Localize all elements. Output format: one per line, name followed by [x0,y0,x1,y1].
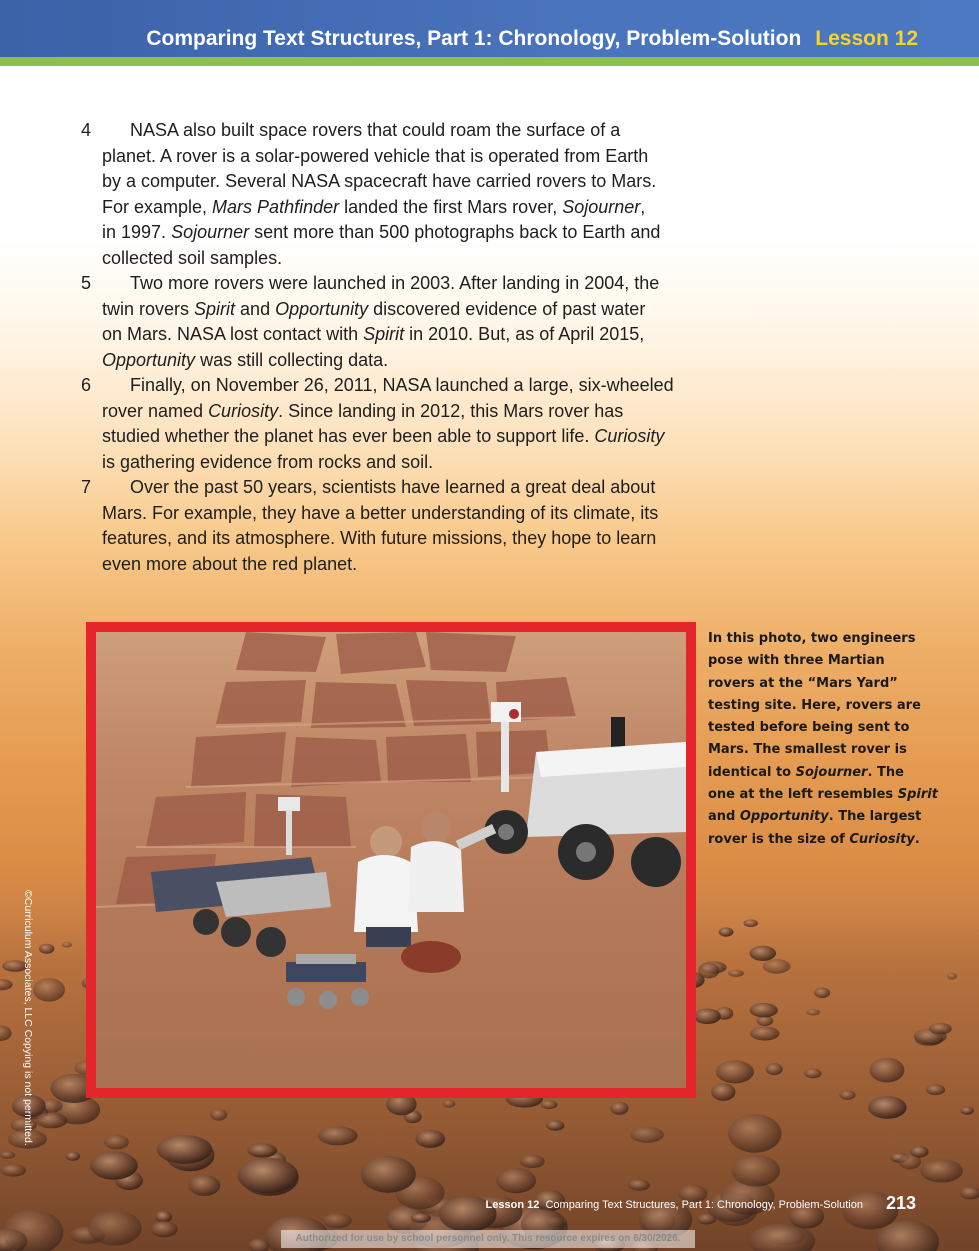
rock [804,1068,822,1078]
rock [839,1090,855,1100]
rock [750,1003,778,1017]
rock [694,1009,721,1024]
caption-line [708,695,933,717]
text-run: rovers at the “Mars Yard” [708,675,898,691]
paragraph-number: 6 [81,375,92,395]
rock [189,1175,221,1196]
text-run: . The [867,764,904,780]
photo-caption [708,628,938,851]
rock [36,1113,68,1129]
rock [961,1107,974,1115]
rock [766,1063,783,1075]
italic-title: Sojourner [171,222,250,243]
paragraph-number: 4 [81,120,92,140]
rock [238,1158,298,1194]
caption-line [708,762,933,784]
caption-line [708,650,933,672]
rock [541,1100,558,1109]
text-run: Mars. For example, they have a better understanding of its climate, its [102,502,659,523]
text-line [102,144,702,170]
sojourner-rover [286,954,369,1009]
text-line [102,501,702,527]
rock [0,1151,15,1159]
caption-line [708,717,933,739]
italic-title: Opportunity [102,349,196,370]
text-run: identical to [708,764,796,780]
text-run: Over the past 50 years, scientists have learned a great deal about [130,477,656,497]
text-run: rover is the size of [708,831,850,847]
rock [151,1221,178,1237]
rock [763,959,791,974]
text-run: landed the first Mars rover, [339,196,563,217]
rock [443,1100,456,1108]
rock [520,1155,545,1168]
rock [698,963,719,979]
rock [920,1159,963,1182]
text-line [102,424,702,450]
text-run: sent more than 500 photographs back to Earth and [249,222,661,243]
text-run: and [235,298,276,319]
text-line [102,475,702,501]
paragraph-4 [81,118,702,272]
rock [157,1135,212,1164]
rock [33,978,65,1002]
italic-title: Spirit [194,298,236,319]
credit-text: ©Curriculum Associates, LLC Copying is not permitted. [22,890,34,1146]
rock [910,1146,928,1158]
lesson-number: Lesson 12 [815,27,918,50]
rovers-photo [96,632,686,1088]
text-run: In this photo, two engineers [708,631,916,646]
text-run: tested before being sent to [708,720,910,736]
text-run: testing site. Here, rovers are [708,697,921,713]
rock [806,1009,820,1015]
paragraph-6 [81,373,702,475]
page-footer [486,1199,863,1211]
text-run: rover named [102,400,209,421]
italic-title: Opportunity [275,298,369,319]
text-run: Two more rovers were launched in 2003. After landing in 2004, the [130,273,660,293]
text-run: in 1997. [102,222,172,243]
rock [750,1027,780,1041]
header-title-row [78,27,918,57]
rock [65,1152,80,1161]
authorization-notice: Authorized for use by school personnel only. This resource expires on 6/30/2026. [281,1230,695,1248]
caption-line [708,784,938,806]
paragraph-5 [81,271,702,373]
italic-title: Curiosity [594,426,665,447]
text-line [102,348,702,374]
italic-title: Curiosity [849,831,915,847]
copyright-credit [22,890,34,1180]
italic-title: Opportunity [739,809,829,825]
text-run: even more about the red planet. [102,553,358,574]
text-run: on Mars. NASA lost contact with [102,324,364,345]
text-run: For example, [102,196,213,217]
rock [323,1213,352,1228]
engineers [354,811,464,973]
rock [90,1151,138,1179]
rock [868,1096,907,1119]
text-line [102,169,702,195]
footer-title: Comparing Text Structures, Part 1: Chronology, Problem-Solution [545,1199,863,1211]
text-run: NASA also built space rovers that could roam the surface of a [130,120,621,140]
text-run: . [914,831,920,847]
rock [496,1168,536,1193]
text-run: planet. A rover is a solar-powered vehicle that is operated from Earth [102,145,649,166]
text-run: was still collecting data. [195,349,389,370]
text-run: twin rovers [102,298,195,319]
rock [870,1058,905,1083]
caption-line [708,673,933,695]
rock [814,988,830,999]
text-run: and [708,809,740,825]
rock [546,1120,564,1130]
paragraph-7 [81,475,702,577]
rock [749,946,776,961]
rock [716,1060,754,1083]
text-line [102,373,702,399]
italic-title: Sojourner [562,196,641,217]
rock [628,1179,650,1190]
page-number: 213 [886,1193,917,1213]
italic-title: Curiosity [208,400,279,421]
curiosity-rover [456,702,686,887]
rock [929,1023,952,1034]
text-run: Finally, on November 26, 2011, NASA launched a large, six-wheeled [130,375,674,395]
text-line [102,271,702,297]
rock [719,927,734,936]
rock [743,919,758,927]
rock [947,973,957,980]
rock [210,1109,227,1121]
text-line [102,220,702,246]
rock [416,1130,446,1148]
text-run: discovered evidence of past water [368,298,646,319]
text-line [102,322,702,348]
footer-lesson: Lesson 12 [485,1199,540,1211]
text-run: . Since landing in 2012, this Mars rover has [278,400,624,421]
text-run: one at the left resembles [708,787,898,803]
text-run: studied whether the planet has ever been able to support life. [102,426,595,447]
text-run: features, and its atmosphere. With future missions, they hope to learn [102,528,657,549]
text-run: collected soil samples. [102,247,283,268]
lesson-title: Comparing Text Structures, Part 1: Chronology, Problem-Solution [146,27,802,50]
italic-title: Spirit [363,324,405,345]
rock [728,970,744,977]
italic-title: Spirit [897,787,938,803]
rock [728,1114,781,1152]
text-line [102,195,702,221]
paragraph-number: 5 [81,273,92,293]
rock [411,1213,431,1223]
rock [610,1102,628,1115]
paragraph-number: 7 [81,477,92,497]
rock [62,942,72,948]
rock [926,1084,945,1095]
rock [318,1126,358,1145]
text-run: . The largest [828,809,922,825]
rock [88,1210,142,1245]
italic-title: Sojourner [795,764,868,780]
text-line [102,552,702,578]
text-run: is gathering evidence from rocks and soil. [102,451,434,472]
text-run: pose with three Martian [708,653,885,669]
text-line [102,399,702,425]
rock [155,1211,172,1223]
text-line [102,526,702,552]
rock [247,1144,277,1158]
rock [361,1156,416,1193]
text-run: by a computer. Several NASA spacecraft have carried rovers to Mars. [102,171,657,192]
rock [711,1083,735,1101]
rock [39,944,54,954]
caption-line [708,739,933,761]
rock [732,1155,780,1187]
text-line [102,297,702,323]
italic-title: Mars Pathfinder [212,196,340,217]
text-line [102,246,702,272]
text-run: Mars. The smallest rover is [708,742,907,758]
text-line [102,450,702,476]
caption-line [708,628,933,650]
text-line [102,118,702,144]
rock [630,1127,664,1143]
rock [104,1135,129,1150]
text-run: , [640,196,646,217]
caption-line [708,806,933,828]
text-run: in 2010. But, as of April 2015, [404,324,645,345]
caption-line [708,829,933,851]
